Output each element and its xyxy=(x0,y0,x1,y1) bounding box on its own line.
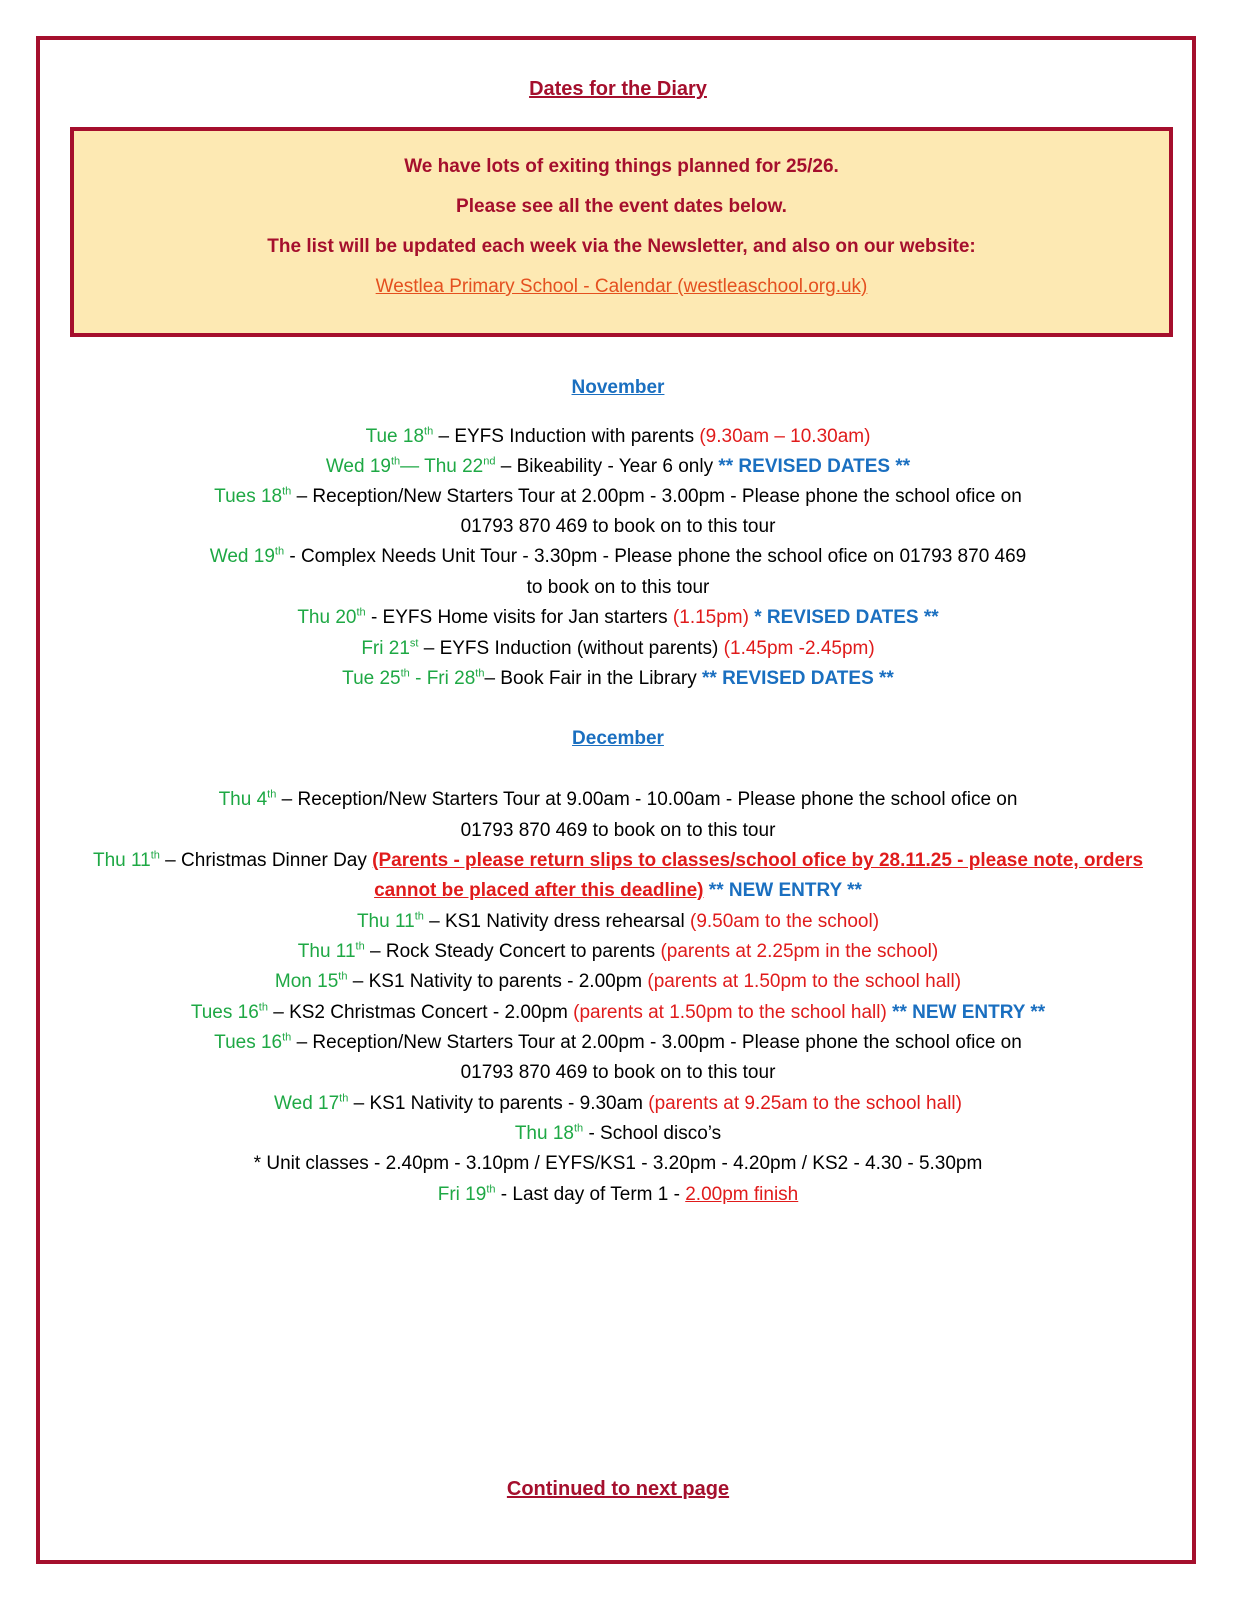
event-dec-9 xyxy=(40,1122,1196,1146)
event-date-end: - Fri 28 xyxy=(409,668,476,689)
event-text: – Reception/New Starters Tour at 2.00pm - 3.00pm - Please phone the school oﬁce on xyxy=(291,486,1022,507)
notice-line-1: We have lots of exiting things planned for 25/26. xyxy=(404,156,839,177)
event-time: (parents at 2.25pm in the school) xyxy=(660,941,939,962)
event-dec-11 xyxy=(40,1183,1196,1207)
event-dec-2 xyxy=(40,849,1196,873)
event-date-end: — Thu 22 xyxy=(400,456,484,477)
event-text: – Christmas Dinner Day xyxy=(159,850,373,871)
continued-note: Continued to next page xyxy=(506,1478,730,1500)
event-text: – KS1 Nativity to parents - 9.30am xyxy=(348,1093,649,1114)
event-date: Wed 19 xyxy=(325,456,391,477)
event-text: – Rock Steady Concert to parents xyxy=(364,941,661,962)
date-suffix: th xyxy=(282,485,292,498)
event-nov-7 xyxy=(40,667,1196,691)
date-suffix: th xyxy=(486,1183,496,1196)
date-suffix: th xyxy=(573,1122,584,1135)
date-suffix: th xyxy=(282,1031,292,1044)
event-text: – KS2 Christmas Concert - 2.00pm xyxy=(267,1002,574,1023)
event-text: - Last day of Term 1 - xyxy=(495,1184,686,1205)
deadline-note: (Parents - please return slips to classes/school oﬁce by 28.11.25 - please note, orders xyxy=(372,850,1144,871)
deadline-note-cont: cannot be placed after this deadline) xyxy=(374,880,704,901)
event-date: Wed 17 xyxy=(274,1093,340,1114)
event-date: Tues 18 xyxy=(214,486,283,507)
event-time: (9.50am to the school) xyxy=(690,911,880,932)
event-nov-1 xyxy=(40,425,1196,449)
event-text: - School disco’s xyxy=(583,1123,722,1144)
event-date: Mon 15 xyxy=(274,971,339,992)
event-text: – EYFS Induction with parents xyxy=(433,426,700,447)
event-date: Thu 11 xyxy=(92,850,151,871)
event-time: (1.15pm) xyxy=(672,607,749,628)
event-text: - Complex Needs Unit Tour - 3.30pm - Please phone the school oﬁce on 01793 870 469 xyxy=(284,546,1027,567)
event-time: (parents at 1.50pm to the school hall) xyxy=(647,971,962,992)
event-dec-10: * Unit classes - 2.40pm - 3.10pm / EYFS/KS1 - 3.20pm - 4.20pm / KS2 - 4.30 - 5.30pm xyxy=(253,1153,983,1174)
event-nov-4-cont: to book on to this tour xyxy=(526,577,710,598)
event-nov-2 xyxy=(40,455,1196,479)
event-date: Tues 16 xyxy=(190,1002,259,1023)
event-dec-1 xyxy=(40,788,1196,812)
event-text: – Reception/New Starters Tour at 2.00pm - 3.00pm - Please phone the school oﬁce on xyxy=(291,1032,1022,1053)
date-suffix: th xyxy=(424,425,434,438)
date-suffix: nd xyxy=(483,455,496,468)
date-suffix: th xyxy=(267,788,277,801)
event-date: Thu 4 xyxy=(218,789,268,810)
event-date: Wed 19 xyxy=(209,546,275,567)
revised-note: * REVISED DATES ** xyxy=(748,607,939,628)
page-title: Dates for the Diary xyxy=(529,78,707,100)
event-text: – KS1 Nativity to parents - 2.00pm xyxy=(347,971,648,992)
revised-note: ** REVISED DATES ** xyxy=(702,668,894,689)
date-suffix: th xyxy=(390,455,401,468)
event-dec-6 xyxy=(40,1001,1196,1025)
event-date: Tues 16 xyxy=(214,1032,283,1053)
event-nov-4 xyxy=(40,545,1196,569)
date-suffix: th xyxy=(339,1092,349,1105)
event-date: Thu 18 xyxy=(514,1123,574,1144)
finish-time: 2.00pm finish xyxy=(685,1184,799,1205)
event-text: – EYFS Induction (without parents) xyxy=(418,638,724,659)
event-date: Thu 11 xyxy=(297,941,356,962)
december-heading: December xyxy=(572,728,664,749)
event-dec-2-cont xyxy=(40,879,1196,903)
date-suffix: th xyxy=(400,667,410,680)
date-suffix: th xyxy=(356,606,366,619)
event-dec-4 xyxy=(40,940,1196,964)
event-date: Tue 25 xyxy=(342,668,401,689)
event-date: Fri 19 xyxy=(437,1184,487,1205)
notice-line-2: Please see all the event dates below. xyxy=(456,196,787,217)
date-suffix: th xyxy=(475,667,485,680)
new-entry-note: ** NEW ENTRY ** xyxy=(886,1002,1046,1023)
event-dec-7-cont: 01793 870 469 to book on to this tour xyxy=(460,1062,776,1083)
event-text: – Bikeability - Year 6 only xyxy=(495,456,719,477)
event-dec-7 xyxy=(40,1031,1196,1055)
event-dec-1-cont: 01793 870 469 to book on to this tour xyxy=(460,820,776,841)
date-suffix: th xyxy=(258,1001,268,1014)
calendar-link[interactable]: Westlea Primary School - Calendar (westleaschool.org.uk) xyxy=(375,276,868,297)
event-date: Thu 11 xyxy=(356,911,415,932)
date-suffix: th xyxy=(274,545,285,558)
event-dec-3 xyxy=(40,910,1196,934)
date-suffix: st xyxy=(409,637,419,650)
event-nov-3-cont: 01793 870 469 to book on to this tour xyxy=(460,516,776,537)
event-text: – Book Fair in the Library xyxy=(484,668,702,689)
event-text: – Reception/New Starters Tour at 9.00am - 10.00am - Please phone the school oﬁce on xyxy=(276,789,1018,810)
new-entry-note: ** NEW ENTRY ** xyxy=(703,880,862,901)
date-suffix: th xyxy=(338,970,348,983)
event-nov-5 xyxy=(40,606,1196,630)
event-time: (9.30am – 10.30am) xyxy=(699,426,871,447)
date-suffix: th xyxy=(414,910,424,923)
date-suffix: th xyxy=(150,849,160,862)
event-dec-5 xyxy=(40,970,1196,994)
event-time: (parents at 1.50pm to the school hall) xyxy=(573,1002,887,1023)
event-time: (1.45pm -2.45pm) xyxy=(723,638,875,659)
event-time: (parents at 9.25am to the school hall) xyxy=(648,1093,962,1114)
event-date: Tue 18 xyxy=(365,426,425,447)
event-nov-3 xyxy=(40,485,1196,509)
event-dec-8 xyxy=(40,1092,1196,1116)
event-text: - EYFS Home visits for Jan starters xyxy=(365,607,673,628)
notice-box xyxy=(70,127,1173,337)
event-date: Fri 21 xyxy=(361,638,410,659)
event-text: – KS1 Nativity dress rehearsal xyxy=(423,911,690,932)
event-nov-6 xyxy=(40,637,1196,661)
november-heading: November xyxy=(571,377,665,398)
event-date: Thu 20 xyxy=(297,607,357,628)
date-suffix: th xyxy=(355,940,365,953)
revised-note: ** REVISED DATES ** xyxy=(718,456,911,477)
notice-line-3: The list will be updated each week via the Newsletter, and also on our website: xyxy=(267,236,976,257)
